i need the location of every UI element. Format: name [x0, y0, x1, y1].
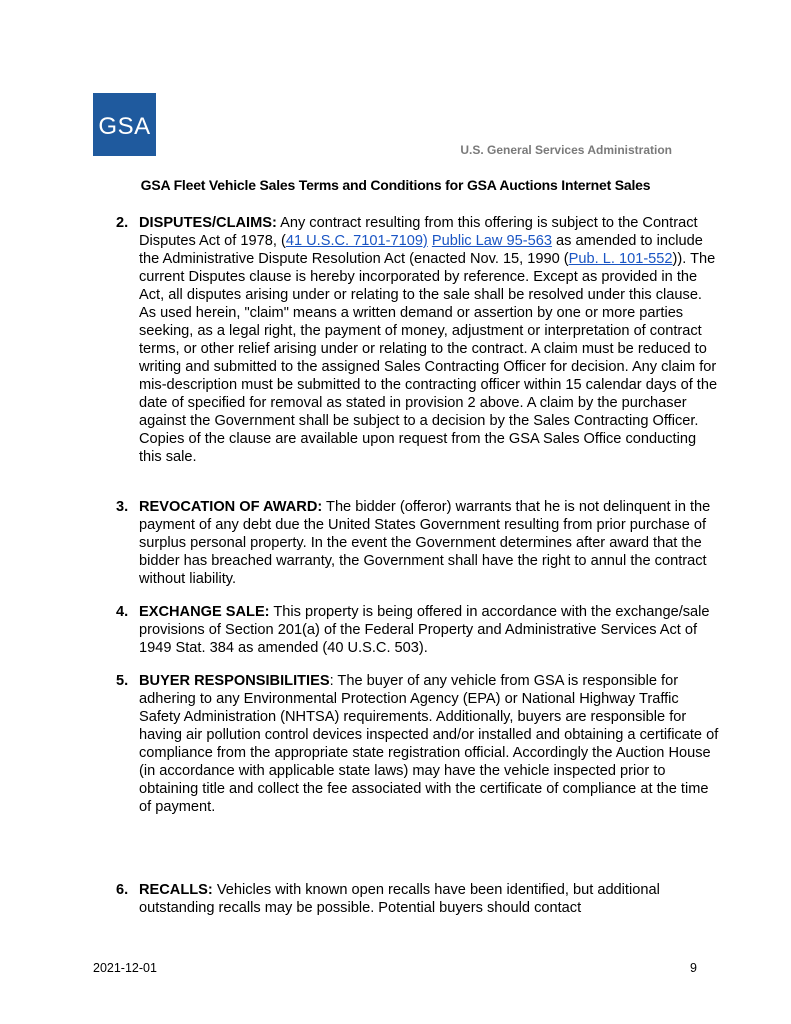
item-number: 5.	[116, 673, 129, 689]
list-item-buyer-responsibilities	[116, 672, 719, 816]
item-heading: RECALLS:	[139, 882, 213, 898]
item-text: Any contract resulting from this offering is subject to the Contract Disputes Act of 1978, (	[139, 215, 698, 249]
item-heading: BUYER RESPONSIBILITIES	[139, 673, 330, 689]
item-text: This property is being offered in accordance with the exchange/sale provisions of Section 201(a) of the Federal Property and Administrative Services Act of 1949 Stat. 384 as amended (40 U.S.C. 503).	[139, 604, 710, 656]
item-text: Vehicles with known open recalls have been identified, but additional outstanding recalls may be possible. Potential buyers should contact	[139, 882, 660, 916]
item-number: 2.	[116, 215, 129, 231]
item-number: 6.	[116, 882, 129, 898]
item-body	[139, 672, 719, 816]
list-item-exchange-sale	[116, 603, 719, 657]
list-item-recalls	[116, 881, 719, 917]
item-heading: EXCHANGE SALE:	[139, 604, 270, 620]
item-heading: REVOCATION OF AWARD:	[139, 499, 323, 515]
item-body	[139, 881, 719, 917]
item-number: 3.	[116, 499, 129, 515]
pub-l-link[interactable]: Pub. L. 101-552	[568, 251, 673, 267]
footer-date: 2021-12-01	[93, 961, 157, 975]
list-item-revocation	[116, 498, 719, 588]
item-number: 4.	[116, 604, 129, 620]
item-text: as amended to include the Administrative Dispute Resolution Act (enacted Nov. 15, 1990 (	[139, 233, 703, 267]
item-body	[139, 603, 719, 657]
item-text: )). The current Disputes clause is hereby incorporated by reference. Except as provided in the Act, all disputes arising under or relating to the sale shall be resolved under this clause. As used herein, "claim" means a written demand or assertion by one or more parties seeking, as a legal right, the payment of money, adjustment or interpretation of contract terms, or other relief arising under or relating to the contract. A claim must be reduced to writing and submitted to the assigned Sales Contracting Officer for decision. Any claim for mis-description must be submitted to the contracting officer within 15 calendar days of the date of specified for removal as stated in provision 2 above. A claim by the purchaser against the Government shall be subject to a decision by the Sales Contracting Officer. Copies of the clause are available upon request from the GSA Sales Office conducting this sale.	[139, 251, 718, 465]
item-body	[139, 498, 719, 588]
list-item-disputes	[116, 214, 719, 466]
item-text: : The buyer of any vehicle from GSA is responsible for adhering to any Environmental Protection Agency (EPA) or National Highway Traffic Safety Administration (NHTSA) requirements. Additionally, buyers are responsible for having air pollution control devices inspected and/or installed and obtaining a certificate of compliance from the appropriate state registration official. Accordingly the Auction House (in accordance with applicable state laws) may have the vehicle inspected prior to obtaining title and collect the fee associated with the certificate of compliance at the time of payment.	[139, 673, 719, 815]
item-body	[139, 214, 719, 466]
page-number: 9	[690, 961, 697, 975]
item-text: The bidder (offeror) warrants that he is not delinquent in the payment of any debt due the United States Government resulting from prior purchase of surplus personal property. In the event the Government determines after award that the bidder has breached warranty, the Government shall have the right to annul the contract without liability.	[139, 499, 711, 587]
usc-link[interactable]: 41 U.S.C. 7101-7109)	[285, 233, 428, 249]
agency-name: U.S. General Services Administration	[460, 143, 672, 157]
document-title: GSA Fleet Vehicle Sales Terms and Conditions for GSA Auctions Internet Sales	[140, 177, 651, 193]
gsa-logo-text: GSA	[98, 112, 151, 140]
item-heading: DISPUTES/CLAIMS:	[139, 215, 277, 231]
public-law-link[interactable]: Public Law 95-563	[431, 233, 552, 249]
gsa-logo	[93, 93, 156, 156]
